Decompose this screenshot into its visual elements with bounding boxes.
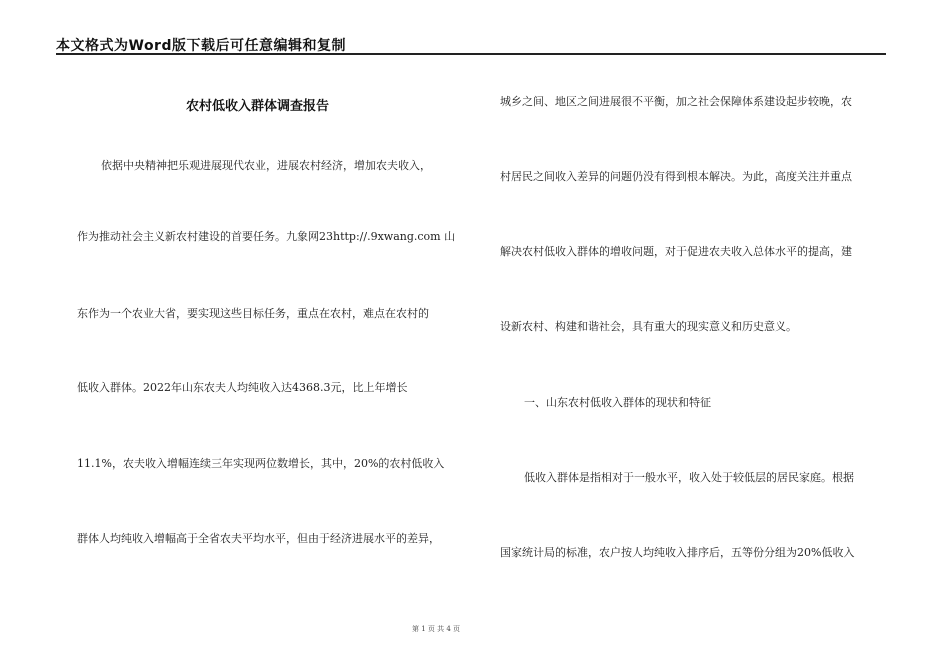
right-line-4: 设新农村、构建和谐社会，具有重大的现实意义和历史意义。 [500, 320, 797, 333]
right-line-3: 解决农村低收入群体的增收问题，对于促进农夫收入总体水平的提高，建 [500, 245, 852, 258]
right-line-6: 低收入群体是指相对于一般水平，收入处于较低层的居民家庭。根据 [524, 471, 854, 484]
right-line-1: 城乡之间、地区之间进展很不平衡，加之社会保障体系建设起步较晚，农 [500, 95, 852, 108]
document-banner: 本文格式为Word版下载后可任意编辑和复制 [56, 38, 346, 54]
left-line-2: 作为推动社会主义新农村建设的首要任务。九象网23http://.9xwang.com 山 [77, 230, 456, 243]
left-line-1: 依据中央精神把乐观进展现代农业，进展农村经济，增加农夫收入， [101, 159, 431, 172]
left-line-4: 低收入群体。2022年山东农夫人均纯收入达4368.3元，比上年增长 [77, 381, 408, 394]
header-rule [56, 53, 886, 55]
left-line-3: 东作为一个农业大省，要实现这些目标任务，重点在农村，难点在农村的 [77, 307, 429, 320]
page-number: 第 1 页 共 4 页 [412, 625, 461, 633]
left-line-5: 11.1%，农夫收入增幅连续三年实现两位数增长，其中，20%的农村低收入 [77, 457, 445, 470]
right-line-7: 国家统计局的标准，农户按人均纯收入排序后，五等份分组为20%低收入 [500, 546, 855, 559]
document-title: 农村低收入群体调查报告 [186, 99, 330, 114]
right-line-2: 村居民之间收入差异的问题仍没有得到根本解决。为此，高度关注并重点 [500, 170, 852, 183]
section-heading: 一、山东农村低收入群体的现状和特征 [524, 396, 711, 409]
left-line-6: 群体人均纯收入增幅高于全省农夫平均水平，但由于经济进展水平的差异， [77, 532, 440, 545]
